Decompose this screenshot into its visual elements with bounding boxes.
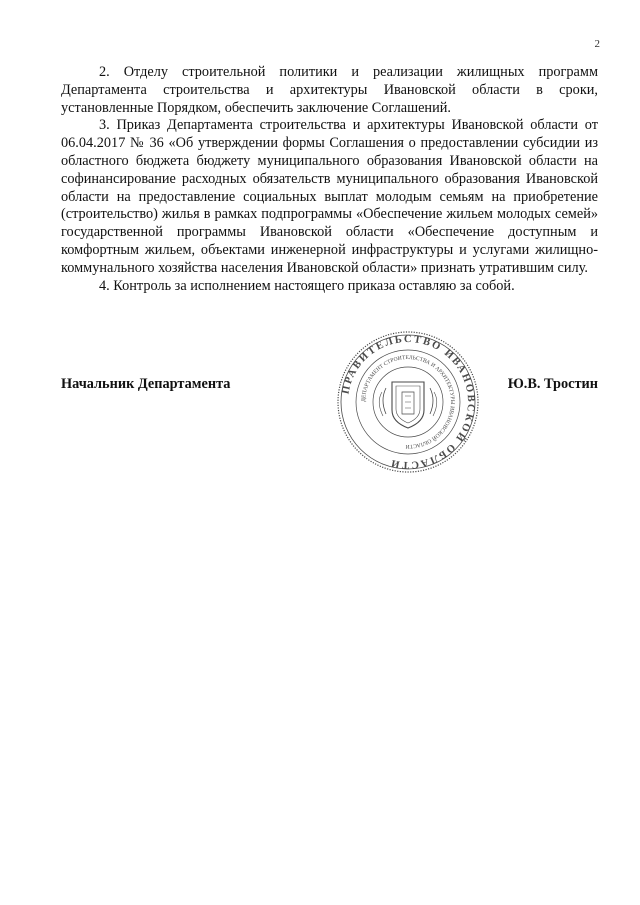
paragraph-4: 4. Контроль за исполнением настоящего приказа оставляю за собой.: [99, 277, 515, 294]
signatory-name: Ю.В. Тростин: [507, 376, 598, 392]
paragraph-2: 2. Отделу строительной политики и реализации жилищных программ Департамента строительства и архитектуры Ивановской области в сроки, установленные Порядком, обеспечить заключение Соглашений.: [61, 64, 598, 116]
seal-outer-text: ПРАВИТЕЛЬСТВО ИВАНОВСКОЙ ОБЛАСТИ: [340, 333, 477, 471]
page-number: 2: [594, 38, 600, 50]
signatory-title: Начальник Департамента: [61, 376, 231, 392]
seal-inner-text: ДЕПАРТАМЕНТ СТРОИТЕЛЬСТВА И АРХИТЕКТУРЫ ИВАНОВСКОЙ ОБЛАСТИ: [360, 354, 456, 450]
paragraph-3: 3. Приказ Департамента строительства и архитектуры Ивановской области от 06.04.2017 № 36 «Об утверждении формы Соглашения о предоставлении субсидии из областного бюджета бюджету муниципального образования Ивановской области на софинансирование расходных обязательств муниципального образования Ивановской области на предоставление социальных выплат молодым семьям на приобретение (строительство) жилья в рамках подпрограммы «Обеспечение жильем молодых семей» государственной программы Ивановской области «Обеспечение доступным и комфортным жильем, объектами инженерной инфраструктуры и услугами жилищно-коммунального хозяйства населения Ивановской области» признать утратившим силу.: [61, 117, 598, 276]
official-seal-icon: [336, 330, 480, 474]
document-body: [61, 64, 598, 295]
